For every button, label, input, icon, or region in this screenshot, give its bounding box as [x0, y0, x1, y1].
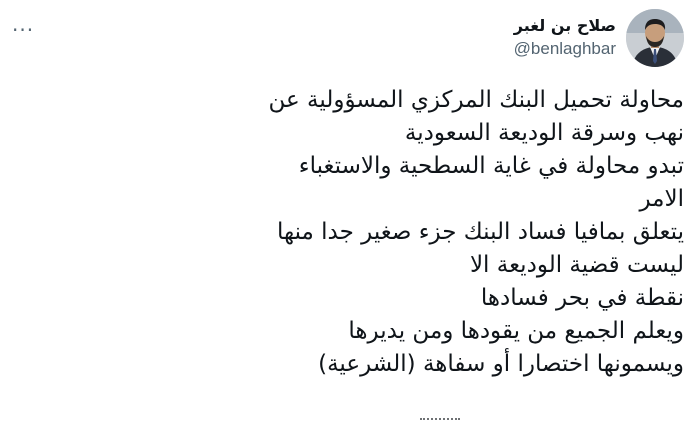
tweet-line: نهب وسرقة الوديعة السعودية	[404, 120, 684, 146]
tweet-line: ويعلم الجميع من يقودها ومن يديرها	[348, 318, 684, 344]
author-handle[interactable]: @benlaghbar	[513, 39, 616, 58]
tweet-line: نقطة في بحر فسادها	[480, 285, 684, 311]
author-name[interactable]: صلاح بن لغبر	[513, 16, 616, 35]
tweet-author	[514, 16, 616, 60]
tweet-text	[204, 84, 684, 381]
tweet-line: الامر	[639, 186, 684, 212]
tweet-line: تبدو محاولة في غاية السطحية والاستغباء	[298, 153, 684, 179]
tweet-line: محاولة تحميل البنك المركزي المسؤولية عن	[268, 87, 684, 113]
avatar[interactable]	[626, 9, 684, 67]
truncated-text-edge	[420, 418, 460, 426]
tweet-line: ويسمونها اختصارا أو سفاهة (الشرعية)	[318, 351, 684, 377]
tweet-line: يتعلق بمافيا فساد البنك جزء صغير جدا منها	[276, 219, 684, 245]
more-options-icon[interactable]: ···	[12, 18, 35, 42]
tweet-line: ليست قضية الوديعة الا	[469, 252, 684, 278]
profile-photo	[626, 9, 684, 67]
